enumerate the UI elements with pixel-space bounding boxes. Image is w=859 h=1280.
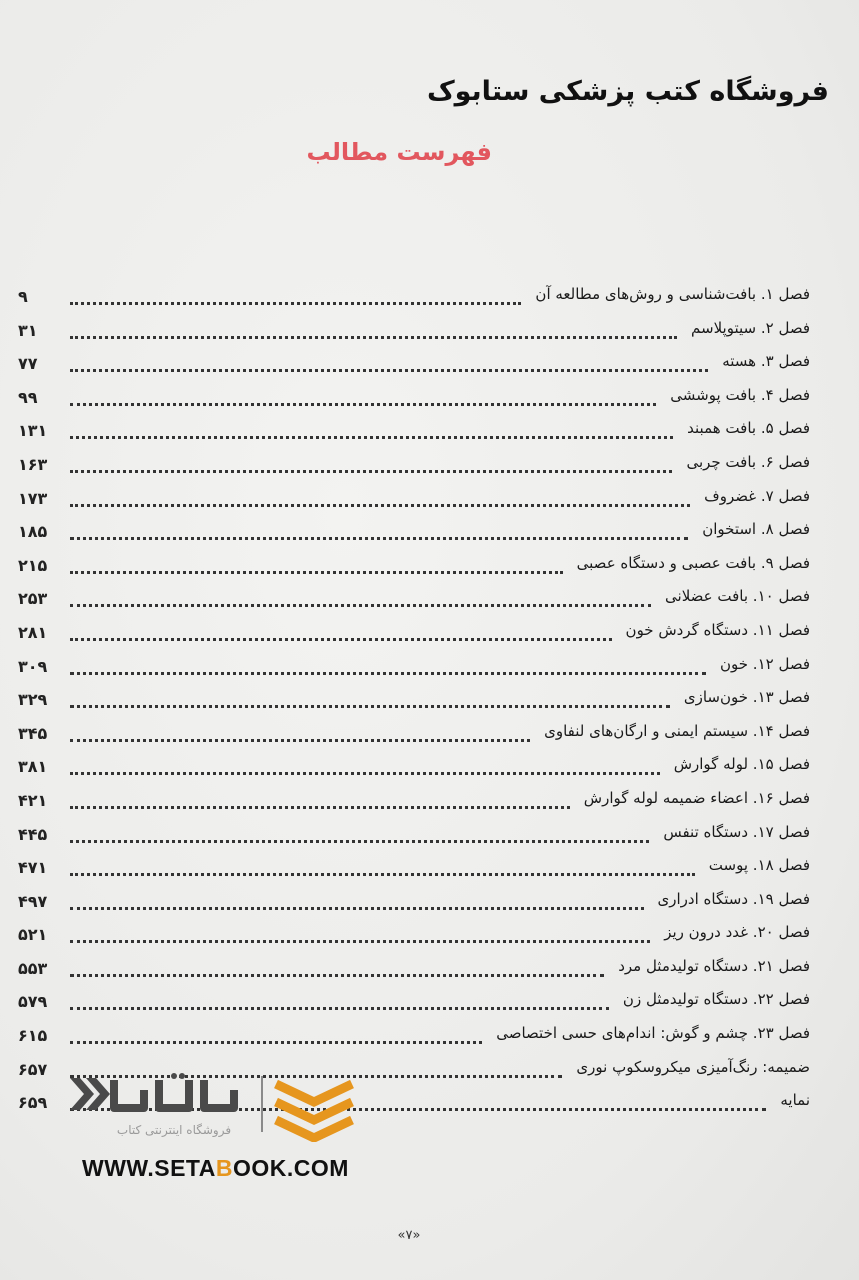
toc-page-number: ۶۵۷: [18, 1059, 48, 1079]
store-title: فروشگاه کتب پزشکی ستابوک: [426, 76, 829, 107]
toc-page-number: ۷۷: [18, 354, 38, 374]
toc-row: [18, 852, 810, 886]
toc-entry-title: فصل ۲۲. دستگاه تولیدمثل زن: [622, 990, 810, 1009]
toc-page-number: ۴۹۷: [18, 891, 48, 911]
wordmark-icon: [114, 1080, 234, 1108]
toc-page-number: ۳۲۹: [18, 690, 48, 710]
url-accent: B: [215, 1155, 234, 1181]
toc-page-number: ۳۴۵: [18, 723, 48, 743]
toc-entry-title: فصل ۱۵. لوله گوارش: [673, 755, 810, 774]
toc-row: [18, 550, 810, 584]
toc-row: [18, 751, 810, 785]
toc-page-number: ۹۹: [18, 387, 38, 407]
toc-page-number: ۳۱: [18, 320, 38, 340]
leader-dots: [70, 728, 530, 742]
toc-entry-title: فصل ۲۳. چشم و گوش: اندام‌های حسی اختصاصی: [496, 1024, 810, 1043]
page-number: «۷»: [397, 1228, 421, 1243]
leader-dots: [70, 963, 604, 977]
toc-row: [18, 483, 810, 517]
toc-entry-title: فصل ۱۹. دستگاه ادراری: [657, 889, 810, 908]
leader-dots: [70, 862, 695, 876]
leader-dots: [70, 593, 651, 607]
toc-row: [18, 953, 810, 987]
toc-entry-title: فصل ۱۰. بافت عضلانی: [665, 587, 810, 606]
chevrons-icon: [70, 1078, 110, 1110]
leader-dots: [70, 325, 677, 339]
book-icon: [276, 1084, 352, 1138]
toc-row: [18, 516, 810, 550]
leader-dots: [70, 929, 650, 943]
store-url[interactable]: [82, 1155, 349, 1182]
toc-entry-title: فصل ۱. بافت‌شناسی و روش‌های مطالعه آن: [535, 285, 810, 303]
toc-page-number: ۲۸۱: [18, 622, 48, 642]
toc-entry-title: فصل ۱۷. دستگاه تنفس: [663, 822, 810, 841]
toc-entry-title: فصل ۳. هسته: [722, 352, 810, 371]
toc-entry-title: فصل ۲۰. غدد درون ریز: [664, 923, 810, 942]
leader-dots: [70, 291, 521, 305]
leader-dots: [70, 627, 612, 641]
toc-entry-title: فصل ۷. غضروف: [704, 486, 810, 505]
toc-page-number: ۲۱۵: [18, 555, 48, 575]
toc-page-number: ۲۵۳: [18, 589, 48, 609]
leader-dots: [70, 425, 673, 439]
toc-entry-title: نمایه: [780, 1091, 810, 1110]
toc-row: [18, 718, 810, 752]
toc-page-number: ۳۰۹: [18, 656, 48, 676]
leader-dots: [70, 526, 688, 540]
toc-page-number: ۶۱۵: [18, 1026, 48, 1046]
toc-entry-title: ضمیمه: رنگ‌آمیزی میکروسکوپ نوری: [576, 1057, 810, 1076]
toc-row: [18, 382, 810, 416]
leader-dots: [70, 392, 656, 406]
toc-page-number: ۹: [18, 287, 28, 306]
url-part-1: WWW.SETA: [82, 1155, 216, 1181]
toc-entry-title: فصل ۶. بافت چربی: [686, 452, 810, 471]
toc-row: [18, 449, 810, 483]
toc-page-number: ۱۶۳: [18, 454, 48, 474]
leader-dots: [70, 661, 706, 675]
leader-dots: [70, 560, 563, 574]
toc-entry-title: فصل ۱۳. خون‌سازی: [683, 688, 810, 707]
toc-page-number: ۵۲۱: [18, 925, 48, 945]
leader-dots: [70, 1030, 482, 1044]
toc-row: [18, 785, 810, 819]
toc-title: فهرست مطالب: [306, 138, 492, 166]
toc-entry-title: فصل ۱۸. پوست: [708, 856, 810, 875]
toc-page-number: ۳۸۱: [18, 757, 48, 777]
leader-dots: [70, 996, 609, 1010]
toc-row: [18, 617, 810, 651]
leader-dots: [70, 459, 672, 473]
toc-entry-title: فصل ۹. بافت عصبی و دستگاه عصبی: [576, 553, 810, 572]
leader-dots: [70, 358, 708, 372]
url-part-2: OOK.COM: [233, 1155, 349, 1181]
toc-page-number: ۱۳۱: [18, 421, 48, 441]
toc-page-number: ۴۴۵: [18, 824, 48, 844]
toc-row: [18, 684, 810, 718]
toc-page-number: ۵۵۳: [18, 958, 48, 978]
leader-dots: [70, 829, 649, 843]
leader-dots: [70, 896, 644, 910]
logo-tagline: فروشگاه اینترنتی کتاب: [116, 1123, 232, 1137]
toc-page-number: ۶۵۹: [18, 1093, 48, 1113]
toc-row: [18, 986, 810, 1020]
toc-row: [18, 348, 810, 382]
leader-dots: [70, 761, 660, 775]
toc-row: [18, 415, 810, 449]
toc-entry-title: فصل ۵. بافت همبند: [687, 419, 810, 438]
leader-dots: [70, 694, 670, 708]
toc-row: [18, 919, 810, 953]
toc-page-number: ۴۲۱: [18, 790, 48, 810]
toc-row: [18, 583, 810, 617]
toc-page-number: ۵۷۹: [18, 992, 48, 1012]
toc-entry-title: فصل ۴. بافت پوششی: [670, 385, 810, 404]
toc-row: [18, 886, 810, 920]
leader-dots: [70, 493, 690, 507]
toc-entry-title: فصل ۱۲. خون: [719, 654, 810, 673]
setabook-logo: [64, 1072, 364, 1142]
table-of-contents: [18, 281, 810, 1121]
toc-entry-title: فصل ۲. سیتوپلاسم: [691, 318, 810, 337]
toc-row: [18, 651, 810, 685]
toc-entry-title: فصل ۸. استخوان: [702, 520, 810, 539]
toc-entry-title: فصل ۲۱. دستگاه تولیدمثل مرد: [618, 956, 810, 975]
toc-page-number: ۱۷۳: [18, 488, 48, 508]
toc-row: [18, 281, 810, 315]
toc-page-number: ۴۷۱: [18, 858, 48, 878]
toc-row: [18, 1020, 810, 1054]
toc-entry-title: فصل ۱۱. دستگاه گردش خون: [625, 620, 810, 639]
toc-entry-title: فصل ۱۶. اعضاء ضمیمه لوله گوارش: [583, 788, 810, 807]
leader-dots: [70, 795, 570, 809]
toc-entry-title: فصل ۱۴. سیستم ایمنی و ارگان‌های لنفاوی: [544, 721, 810, 740]
toc-row: [18, 315, 810, 349]
toc-page-number: ۱۸۵: [18, 522, 48, 542]
toc-row: [18, 819, 810, 853]
